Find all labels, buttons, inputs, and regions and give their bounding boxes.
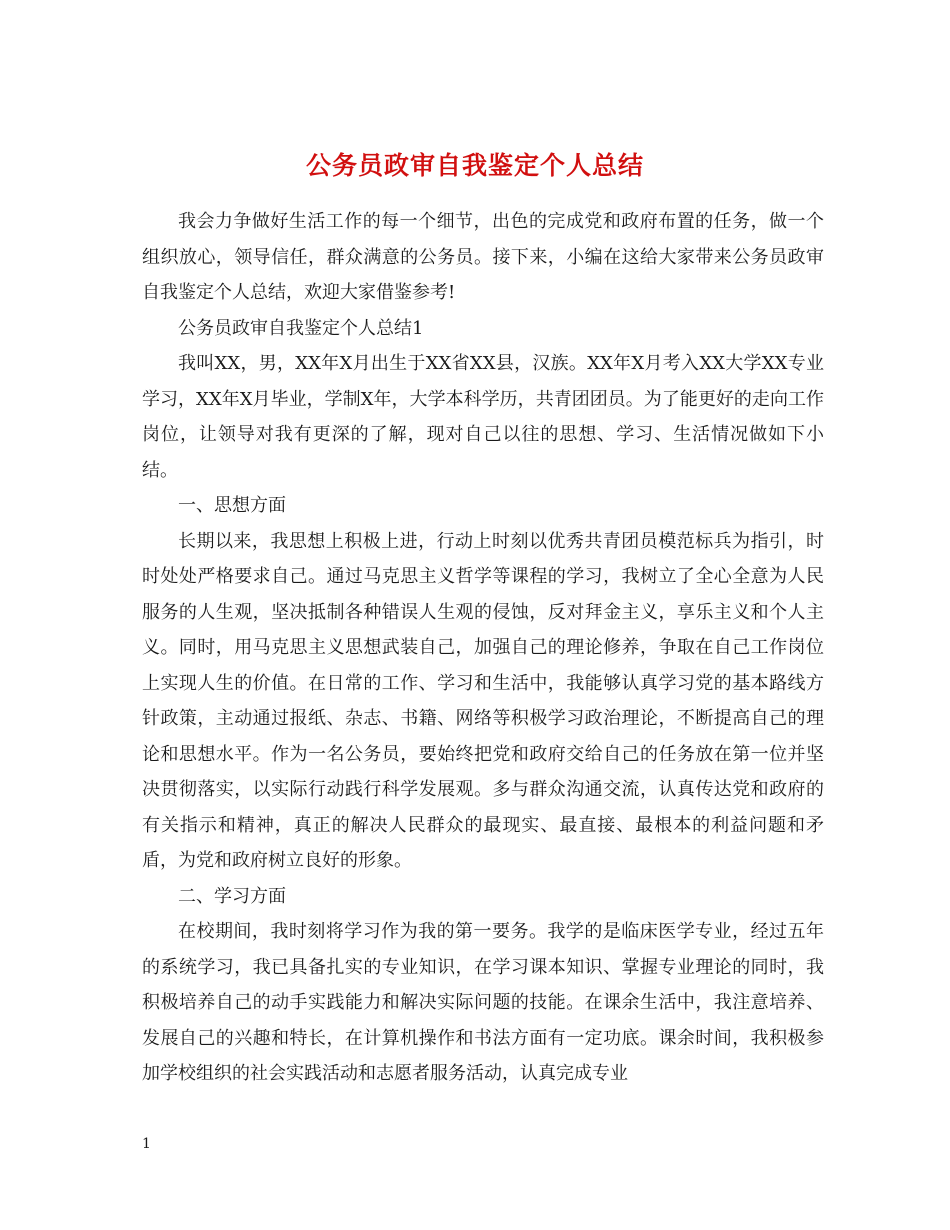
intro-paragraph: 我会力争做好生活工作的每一个细节，出色的完成党和政府布置的任务，做一个组织放心，领导信任，群众满意的公务员。接下来，小编在这给大家带来公务员政审自我鉴定个人总结，欢迎大家借鉴参考! [142, 211, 824, 303]
thought-paragraph: 长期以来，我思想上积极上进，行动上时刻以优秀共青团员模范标兵为指引，时时处处严格要求自己。通过马克思主义哲学等课程的学习，我树立了全心全意为人民服务的人生观，坚决抵制各种错误人生观的侵蚀，反对拜金主义，享乐主义和个人主义。同时，用马克思主义思想武装自己，加强自己的理论修养，争取在自己工作岗位上实现人生的价值。在日常的工作、学习和生活中，我能够认真学习党的基本路线方针政策，主动通过报纸、杂志、书籍、网络等积极学习政治理论，不断提高自己的理论和思想水平。作为一名公务员，要始终把党和政府交给自己的任务放在第一位并坚决贯彻落实，以实际行动践行科学发展观。多与群众沟通交流，认真传达党和政府的有关指示和精神，真正的解决人民群众的最现实、最直接、最根本的利益问题和矛盾，为党和政府树立良好的形象。 [142, 530, 824, 871]
document-body [142, 204, 824, 1092]
section-heading-study: 二、学习方面 [178, 885, 286, 907]
study-paragraph: 在校期间，我时刻将学习作为我的第一要务。我学的是临床医学专业，经过五年的系统学习，我已具备扎实的专业知识，在学习课本知识、掌握专业理论的同时，我积极培养自己的动手实践能力和解决实际问题的技能。在课余生活中，我注意培养、发展自己的兴趣和特长，在计算机操作和书法方面有一定功底。课余时间，我积极参加学校组织的社会实践活动和志愿者服务活动，认真完成专业 [142, 921, 824, 1084]
document-title: 公务员政审自我鉴定个人总结 [305, 150, 644, 180]
section-heading-thought: 一、思想方面 [178, 495, 286, 516]
personal-info-paragraph: 我叫XX，男，XX年X月出生于XX省XX县，汉族。XX年X月考入XX大学XX专业学习，XX年X月毕业，学制X年，大学本科学历，共青团团员。为了能更好的走向工作岗位，让领导对我有更深的了解，现对自己以往的思想、学习、生活情况做如下小结。 [142, 353, 824, 481]
section-heading-summary-1: 公务员政审自我鉴定个人总结1 [178, 317, 424, 339]
page-number: 1 [142, 1136, 151, 1152]
